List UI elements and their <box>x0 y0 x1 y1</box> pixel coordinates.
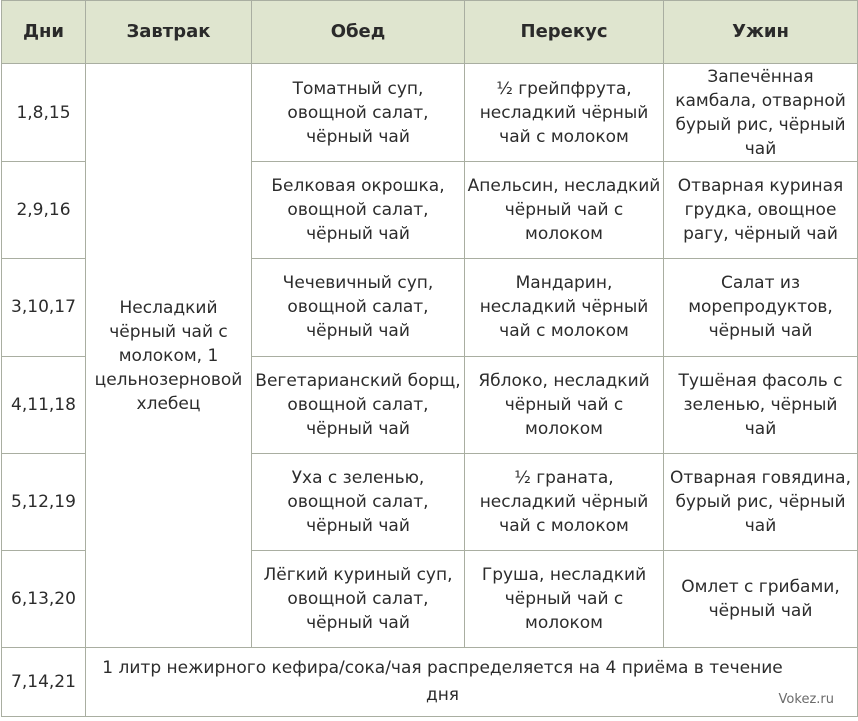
header-days: Дни <box>2 1 86 64</box>
snack-cell: ½ граната, несладкий чёрный чай с молоком <box>465 453 664 550</box>
dinner-cell: Тушёная фасоль с зеленью, чёрный чай <box>664 356 858 453</box>
lunch-cell: Томатный суп, овощной салат, чёрный чай <box>252 64 465 162</box>
days-cell: 7,14,21 <box>2 648 86 717</box>
days-cell: 4,11,18 <box>2 356 86 453</box>
final-days-note: 1 литр нежирного кефира/сока/чая распределяется на 4 приёма в течение дня <box>86 648 858 717</box>
site-watermark: Vokez.ru <box>778 692 834 707</box>
table-row-final <box>2 648 858 717</box>
table-row <box>2 64 858 162</box>
snack-cell: Мандарин, несладкий чёрный чай с молоком <box>465 259 664 356</box>
header-snack: Перекус <box>465 1 664 64</box>
header-dinner: Ужин <box>664 1 858 64</box>
dinner-cell: Отварная говядина, бурый рис, чёрный чай <box>664 453 858 550</box>
lunch-cell: Лёгкий куриный суп, овощной салат, чёрный чай <box>252 550 465 647</box>
days-cell: 1,8,15 <box>2 64 86 162</box>
snack-cell: ½ грейпфрута, несладкий чёрный чай с молоком <box>465 64 664 162</box>
snack-cell: Груша, несладкий чёрный чай с молоком <box>465 550 664 647</box>
days-cell: 2,9,16 <box>2 162 86 259</box>
snack-cell: Яблоко, несладкий чёрный чай с молоком <box>465 356 664 453</box>
days-cell: 6,13,20 <box>2 550 86 647</box>
lunch-cell: Уха с зеленью, овощной салат, чёрный чай <box>252 453 465 550</box>
days-cell: 3,10,17 <box>2 259 86 356</box>
lunch-cell: Вегетарианский борщ, овощной салат, чёрный чай <box>252 356 465 453</box>
dinner-cell: Отварная куриная грудка, овощное рагу, чёрный чай <box>664 162 858 259</box>
snack-cell: Апельсин, несладкий чёрный чай с молоком <box>465 162 664 259</box>
dinner-cell: Омлет с грибами, чёрный чай <box>664 550 858 647</box>
dinner-cell: Запечённая камбала, отварной бурый рис, чёрный чай <box>664 64 858 162</box>
header-breakfast: Завтрак <box>86 1 252 64</box>
lunch-cell: Белковая окрошка, овощной салат, чёрный чай <box>252 162 465 259</box>
dinner-cell: Салат из морепродуктов, чёрный чай <box>664 259 858 356</box>
lunch-cell: Чечевичный суп, овощной салат, чёрный чай <box>252 259 465 356</box>
table-header-row <box>2 1 858 64</box>
header-lunch: Обед <box>252 1 465 64</box>
diet-menu-table <box>1 0 858 717</box>
breakfast-cell: Несладкий чёрный чай с молоком, 1 цельнозерновой хлебец <box>86 64 252 648</box>
days-cell: 5,12,19 <box>2 453 86 550</box>
